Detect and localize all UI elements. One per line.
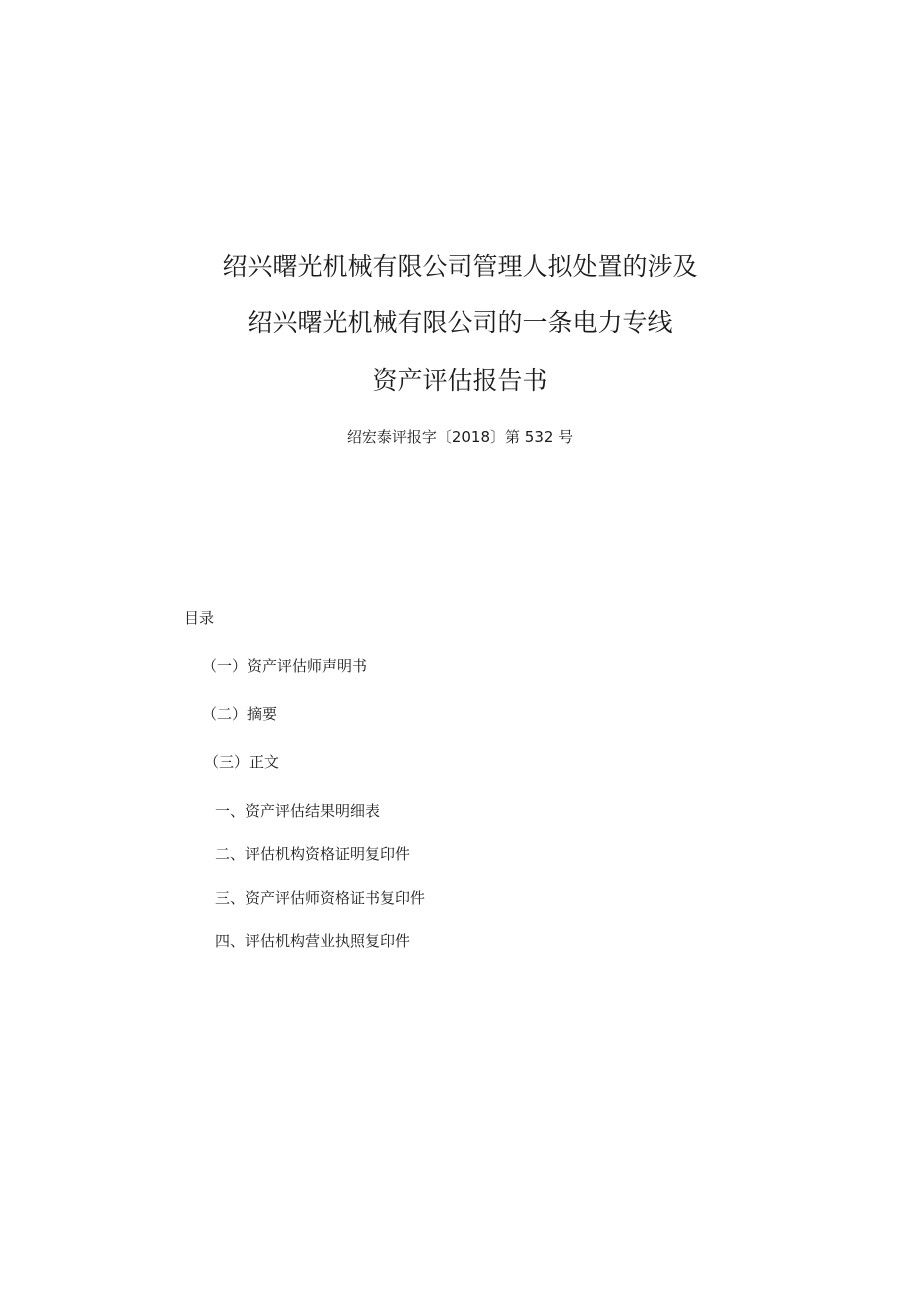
document-number: 绍宏泰评报字〔2018〕第 532 号 [346,428,574,446]
toc-item-institution-qualification-copy: 二、评估机构资格证明复印件 [215,845,411,863]
report-title-line-1: 绍兴曙光机械有限公司管理人拟处置的涉及 [222,252,698,281]
toc-item-business-license-copy: 四、评估机构营业执照复印件 [215,932,411,950]
toc-heading: 目录 [184,609,215,627]
toc-item-appraiser-statement: （一）资产评估师声明书 [202,657,368,675]
report-title-line-3: 资产评估报告书 [372,366,548,395]
toc-item-main-text: （三）正文 [204,753,280,771]
report-title-line-2: 绍兴曙光机械有限公司的一条电力专线 [247,308,673,337]
toc-item-results-detail-table: 一、资产评估结果明细表 [215,802,381,820]
toc-item-summary: （二）摘要 [202,705,278,723]
toc-item-appraiser-certificate-copy: 三、资产评估师资格证书复印件 [215,889,426,907]
